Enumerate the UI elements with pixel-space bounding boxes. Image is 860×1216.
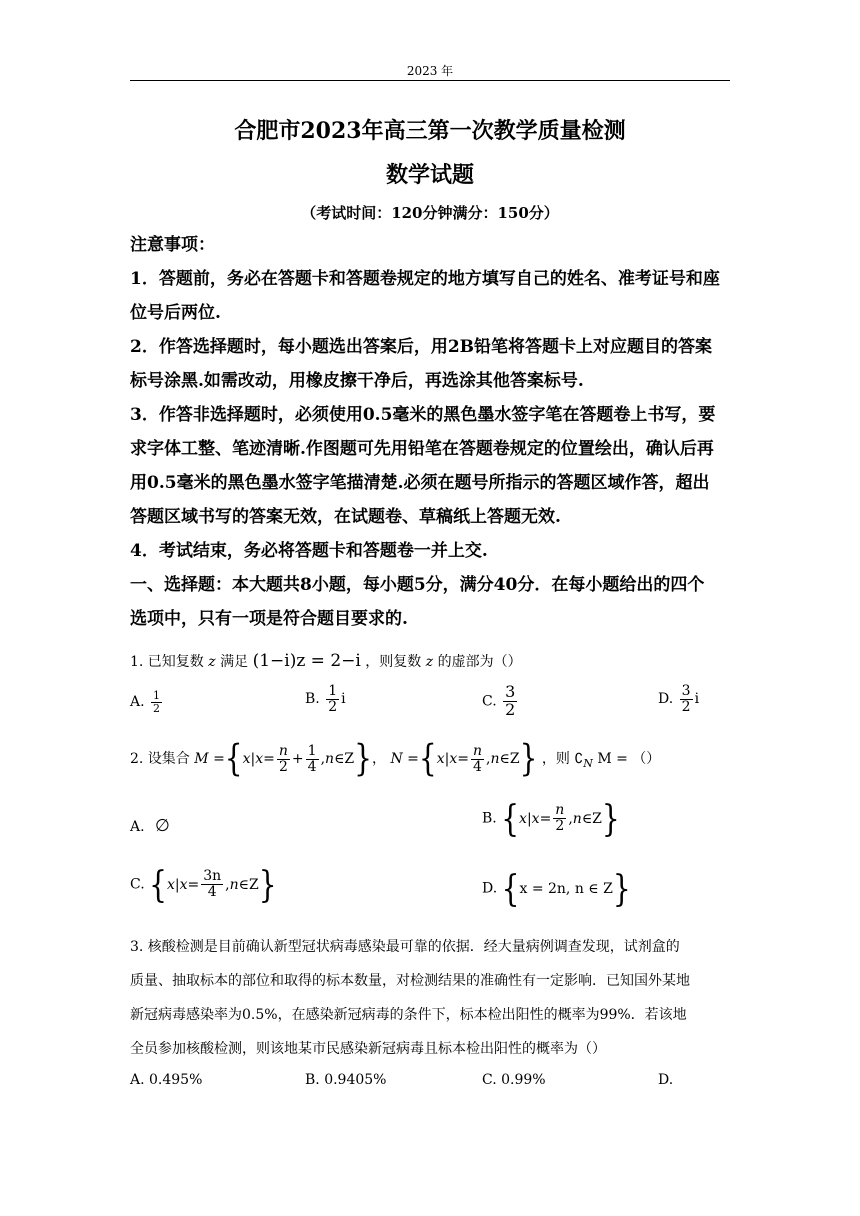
frac-den: 2 — [153, 701, 161, 715]
option-set: {x|x= $\frac{n}{2}$ ,n∈Z} — [501, 797, 620, 840]
note-line: 答题区域书写的答案无效，在试题卷、草稿纸上答题无效. — [130, 507, 561, 527]
subject-title: 数学试题 — [385, 162, 474, 188]
q3-line: 全员参加核酸检测，则该地某市民感染新冠病毒且标本检出阳性的概率为（） — [130, 1041, 606, 1057]
note-line: 4．考试结束，务必将答题卡和答题卷一并上交. — [130, 541, 488, 561]
option-set: {x = 2n, n ∈ Z} — [501, 867, 631, 910]
option-label: A. — [130, 819, 145, 835]
q1-option-a[interactable] — [130, 690, 164, 714]
q2-tail: M = （） — [597, 751, 661, 767]
frac-num: 1 — [153, 689, 161, 702]
note-line: 求字体工整、笔迹清晰.作图题可先用铅笔在答题卷规定的位置绘出，确认后再 — [130, 439, 714, 459]
frac-num: n — [555, 802, 565, 819]
q3-line: 3. 核酸检测是目前确认新型冠状病毒感染最可靠的依据．经大量病例调查发现，试剂盒的 — [130, 939, 680, 955]
option-label: B. — [482, 810, 497, 827]
q1-suffix-b: 的虚部为（） — [437, 654, 522, 670]
frac-num: 3n — [203, 868, 222, 885]
q2-option-d[interactable] — [482, 867, 631, 910]
frac-num: 3 — [505, 682, 516, 701]
q2-option-c[interactable] — [130, 863, 277, 906]
q1-option-d[interactable] — [658, 684, 699, 714]
note-line: 2．作答选择题时，每小题选出答案后，用2B铅笔将答题卡上对应题目的答案 — [130, 337, 713, 357]
q1-var: z — [208, 654, 216, 670]
empty-set: ∅ — [155, 816, 170, 836]
question-2: 2. 设集合 M ={x|x= $\frac{n}{2}$ + $\frac{1}{4}$ ,n∈Z}， N ={x|x= $\frac{n}{4}$ ,n∈Z} ，则 $∁_N$ M = （） — [130, 736, 661, 780]
frac-den: 2 — [681, 698, 691, 715]
q3-option-c[interactable]: C. 0.99% — [482, 1072, 546, 1088]
complement-sub: N — [583, 756, 593, 770]
q2-option-a[interactable] — [130, 816, 170, 836]
frac-den: 4 — [207, 884, 217, 900]
q3-option-b[interactable]: B. 0.9405% — [305, 1072, 387, 1088]
frac-num: 1 — [328, 683, 338, 699]
option-tail: i — [694, 691, 700, 708]
set-n: N — [390, 751, 403, 767]
frac-den: 2 — [328, 698, 338, 715]
question-1 — [130, 650, 730, 673]
complement-symbol: ∁ — [574, 751, 584, 767]
option-label: B. — [305, 691, 320, 708]
section-heading: 一、选择题：本大题共8小题，每小题5分，满分40分．在每小题给出的四个 — [130, 575, 705, 595]
frac-den: 2 — [505, 699, 516, 719]
q3-option-a[interactable]: A. 0.495% — [130, 1072, 203, 1088]
q1-var-2: z — [425, 654, 434, 670]
q3-option-d[interactable]: D. — [658, 1072, 674, 1088]
q2-suffix: ，则 — [541, 751, 570, 767]
set-m: M — [194, 751, 209, 767]
option-label: D. — [658, 691, 674, 708]
option-set-body: x = 2n, n ∈ Z — [519, 880, 613, 897]
fraction — [151, 690, 162, 714]
q1-suffix-a: ，则复数 — [365, 654, 422, 670]
fraction — [680, 684, 693, 714]
fraction — [326, 684, 339, 714]
section-heading-cont: 选项中，只有一项是符合题目要求的. — [130, 609, 408, 629]
set-n-def: ={x|x= $\frac{n}{4}$ ,n∈Z} — [407, 736, 538, 780]
q1-mid: 满足 — [220, 654, 249, 670]
fraction — [503, 684, 517, 719]
option-set: {x|x= $\frac{3n}{4}$ ,n∈Z} — [149, 863, 277, 906]
note-line: 标号涂黑.如需改动，用橡皮擦干净后，再选涂其他答案标号. — [130, 371, 584, 391]
note-line: 用0.5毫米的黑色墨水签字笔描清楚.必须在题号所指示的答题区域作答，超出 — [130, 473, 710, 493]
option-label: C. — [482, 693, 497, 710]
frac-num: 3 — [681, 683, 691, 699]
q2-option-b[interactable] — [482, 797, 620, 840]
header-year: 2023 年 — [406, 64, 454, 78]
q3-line: 质量、抽取标本的部位和取得的标本数量，对检测结果的准确性有一定影响．已知国外某地 — [130, 973, 690, 989]
option-tail: i — [341, 691, 346, 708]
option-label: C. — [130, 876, 145, 893]
frac-den: 2 — [555, 818, 565, 834]
option-label: D. — [482, 880, 498, 897]
note-line: 3．作答非选择题时，必须使用0.5毫米的黑色墨水签字笔在答题卷上书写，要 — [130, 405, 716, 425]
q1-prefix: 1. 已知复数 — [130, 654, 204, 670]
exam-title: 合肥市2023年高三第一次教学质量检测 — [234, 118, 626, 144]
q2-prefix: 2. 设集合 — [130, 751, 190, 767]
set-m-def: ={x|x= $\frac{n}{2}$ + $\frac{1}{4}$ ,n∈Z} — [213, 736, 372, 780]
q1-option-b[interactable] — [305, 684, 346, 714]
q1-option-c[interactable] — [482, 684, 519, 719]
note-line: 1．答题前，务必在答题卡和答题卷规定的地方填写自己的姓名、准考证号和座 — [130, 269, 720, 289]
exam-info: （考试时间：120分钟满分：150分） — [301, 204, 559, 222]
notes-heading: 注意事项： — [130, 235, 215, 255]
option-label: A. — [130, 694, 145, 711]
q3-line: 新冠病毒感染率为0.5%，在感染新冠病毒的条件下，标本检出阳性的概率为99%．若该地 — [130, 1007, 687, 1023]
header-rule — [130, 80, 730, 81]
note-line: 位号后两位. — [130, 303, 221, 323]
q1-equation: (1−i)z = 2−i — [252, 651, 361, 671]
